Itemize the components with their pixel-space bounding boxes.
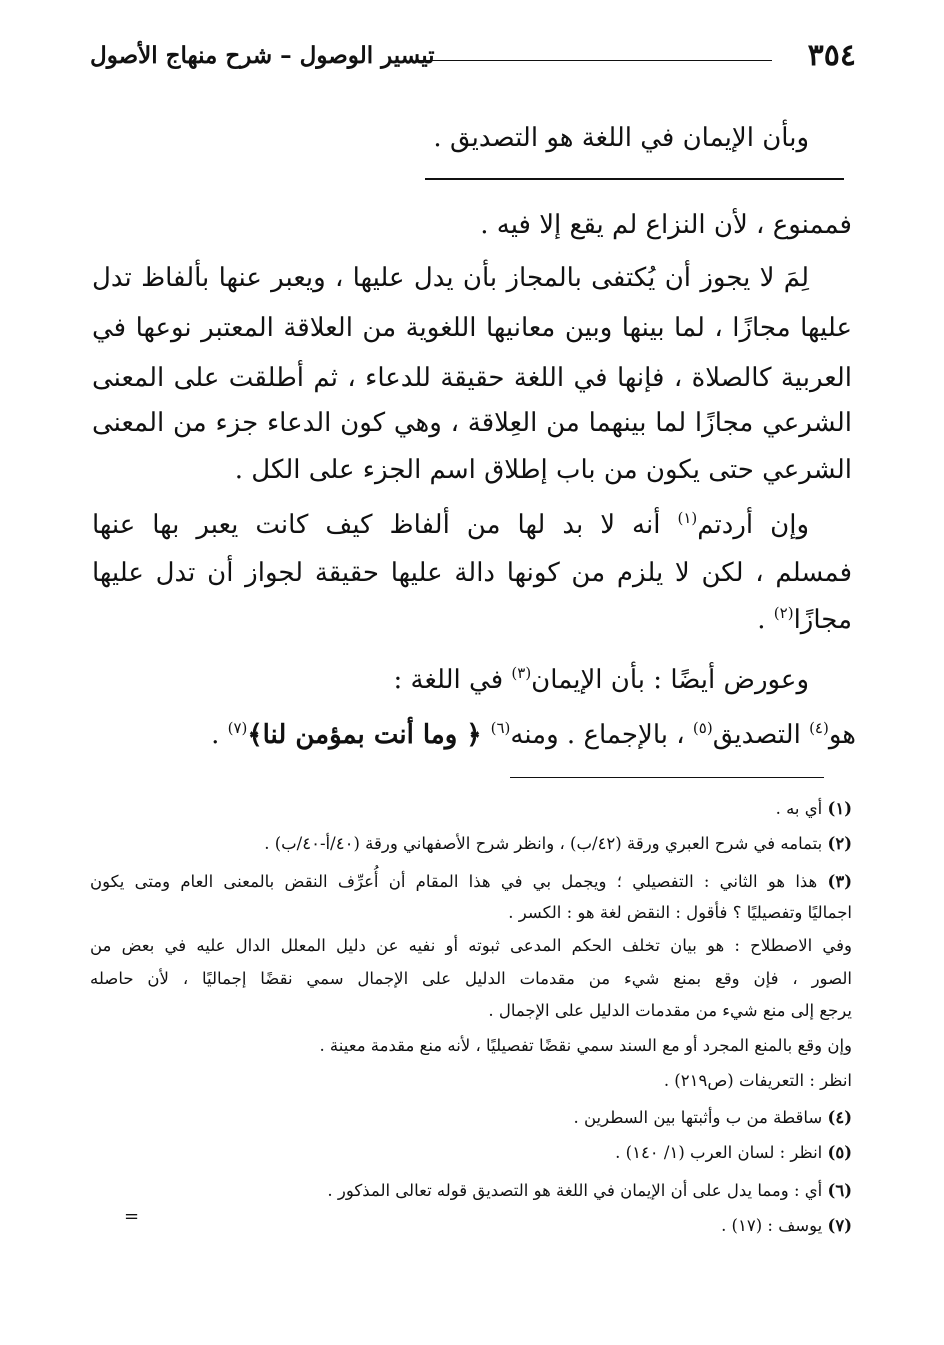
footnote-5: (٥) انظر : لسان العرب (١/ ١٤٠) . <box>615 1143 852 1162</box>
paragraph-3-line-3: مجازًا$^{(٢)}$ . <box>757 604 852 635</box>
footnote-ref-7[interactable]: (٧) <box>227 719 248 737</box>
footnote-ref-6[interactable]: (٦) <box>490 719 511 737</box>
footnote-ref-1[interactable]: (١) <box>677 509 698 527</box>
header-rule <box>418 60 772 61</box>
page-header <box>90 36 856 82</box>
footnote-3-line-4: الصور ، فإن وقع بمنع شيء من مقدمات الدليل على الإجمال سمي نقضًا إجماليًا ، لأن حاصله <box>90 969 852 988</box>
paragraph-3-line-2: فمسلم ، لكن لا يلزم من كونها دالة عليها حقيقة لجواز أن تدل عليها <box>92 558 852 588</box>
paragraph-3-line-1: وإن أردتم$^{(١)}$ أنه لا بد لها من ألفاظ كيف كانت يعبر بها عنها <box>92 509 809 540</box>
footnote-7: (٧) يوسف : (١٧) . <box>721 1216 852 1235</box>
footnote-6: (٦) أي : ومما يدل على أن الإيمان في اللغة هو التصديق قوله تعالى المذكور . <box>327 1181 852 1200</box>
footnote-3-line-5: يرجع إلى منع شيء من مقدمات الدليل على الإجمال . <box>488 1001 852 1020</box>
footnote-ref-4[interactable]: (٤) <box>809 719 829 737</box>
quran-verse: ﴿ وما أنت بمؤمن لنا﴾ <box>247 720 491 750</box>
paragraph-1: فممنوع ، لأن النزاع لم يقع إلا فيه . <box>480 210 852 240</box>
footnote-1: (١) أي به . <box>775 799 852 818</box>
paragraph-4-line-1: وعورض أيضًا : بأن الإيمان$^{(٣)}$ في اللغة : <box>393 664 809 695</box>
quote-rule <box>425 178 844 180</box>
footnote-4: (٤) ساقطة من ب وأثبتها بين السطرين . <box>573 1108 852 1127</box>
footnote-2: (٢) بتمامه في شرح العبري ورقة (٤٢/ب) ، وانظر شرح الأصفهاني ورقة (٤٠/أ-٤٠/ب) . <box>264 834 852 853</box>
paragraph-2-line-5: الشرعي حتى يكون من باب إطلاق اسم الجزء على الكل . <box>234 455 852 485</box>
footnote-ref-5[interactable]: (٥) <box>692 719 713 737</box>
running-title: تيسير الوصول – شرح منهاج الأصول <box>90 42 435 69</box>
page-number: ٣٥٤ <box>807 38 856 73</box>
footnote-separator <box>510 777 824 778</box>
footnote-3-line-1: (٣) هذا هو الثاني : التفصيلي ؛ ويجمل بي في هذا المقام أن أُعرِّف النقض بالمعنى العام ومتى يكون <box>90 872 852 891</box>
footnote-ref-3[interactable]: (٣) <box>511 664 532 682</box>
paragraph-4-line-2: هو$^{(٤)}$ التصديق$^{(٥)}$ ، بالإجماع . ومنه$^{(٦)}$ ﴿ وما أنت بمؤمن لنا﴾$^{(٧)}$ . <box>211 719 856 750</box>
paragraph-2-line-1: لِمَ لا يجوز أن يُكتفى بالمجاز بأن يدل عليها ، ويعبر عنها بألفاظ تدل <box>92 263 809 293</box>
paragraph-2-line-4: الشرعي مجازًا لما بينهما من العِلاقة ، وهي كون الدعاء جزء من المعنى <box>92 408 852 438</box>
paragraph-2-line-2: عليها مجازًا ، لما بينها وبين معانيها اللغوية من العلاقة المعتبر نوعها في <box>92 313 852 343</box>
footnote-ref-2[interactable]: (٢) <box>773 604 794 622</box>
footnote-3-line-2: اجماليًا وتفصيليًا ؟ فأقول : النقض لغة هو : الكسر . <box>508 903 852 922</box>
footnote-3-line-6: وإن وقع بالمنع المجرد أو مع السند سمي نقضًا تفصيليًا ، لأنه منع مقدمة معينة . <box>319 1036 852 1055</box>
margin-mark: = <box>124 1206 140 1227</box>
paragraph-2-line-3: العربية كالصلاة ، فإنها في اللغة حقيقة للدعاء ، ثم أطلقت على المعنى <box>92 363 852 393</box>
top-quote: وبأن الإيمان في اللغة هو التصديق . <box>433 123 809 153</box>
footnote-3-line-7: انظر : التعريفات (ص٢١٩) . <box>663 1071 852 1090</box>
footnote-3-line-3: وفي الاصطلاح : هو بيان تخلف الحكم المدعى ثبوته أو نفيه عن دليل المعلل الدال عليه في بعض من <box>90 936 852 955</box>
